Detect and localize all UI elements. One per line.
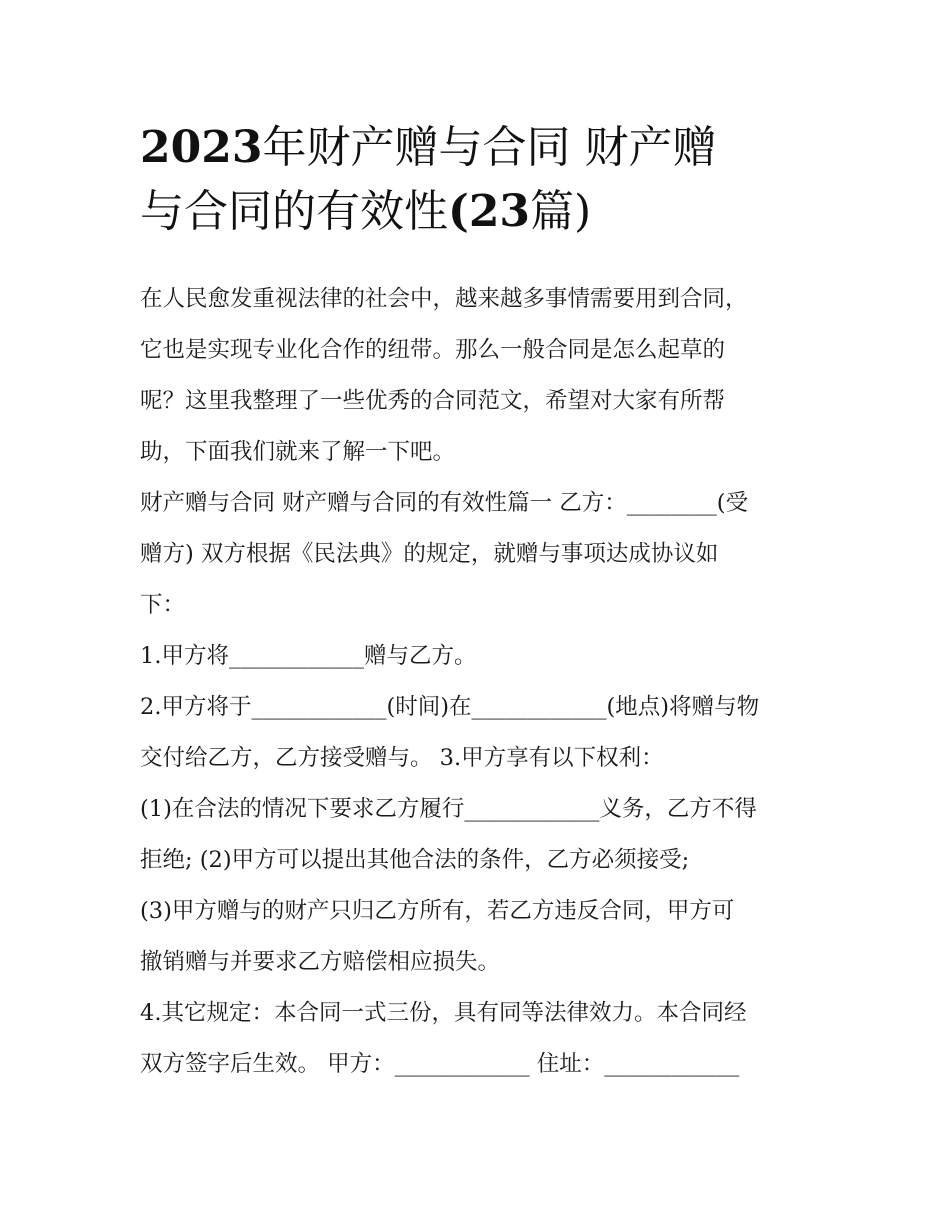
title-line-2 [140, 180, 820, 244]
body-line: 它也是实现专业化合作的纽带。那么一般合同是怎么起草的 [140, 337, 726, 363]
body-line: 财产赠与合同 财产赠与合同的有效性篇一 乙方：________(受 [140, 490, 749, 516]
body-line: 助，下面我们就来了解一下吧。 [140, 439, 456, 465]
body-line: 赠方) 双方根据《民法典》的规定，就赠与事项达成协议如 [140, 541, 719, 567]
document-body [140, 274, 820, 1090]
body-line: 下： [140, 592, 186, 618]
title-line-2-tail: 篇) [530, 186, 592, 237]
title-line-1-text: 年财产赠与合同 财产赠 [262, 122, 717, 173]
clause-3-1: (1)在合法的情况下要求乙方履行____________义务，乙方不得 [140, 796, 757, 822]
signature-line: 双方签字后生效。 甲方：____________ 住址：____________ [140, 1051, 740, 1077]
body-line: 交付给乙方，乙方接受赠与。 3.甲方享有以下权利： [140, 745, 664, 771]
body-line: 在人民愈发重视法律的社会中，越来越多事情需要用到合同， [140, 286, 748, 312]
clause-4: 4.其它规定：本合同一式三份，具有同等法律效力。本合同经 [140, 1000, 747, 1026]
title-count: (23 [448, 186, 531, 237]
body-line: 呢？这里我整理了一些优秀的合同范文，希望对大家有所帮 [140, 388, 726, 414]
clause-1: 1.甲方将____________赠与乙方。 [140, 643, 477, 669]
title-line-1 [140, 116, 820, 180]
title-year: 2023 [140, 122, 263, 173]
clause-3-3: (3)甲方赠与的财产只归乙方所有，若乙方违反合同，甲方可 [140, 898, 735, 924]
body-line: 拒绝; (2)甲方可以提出其他合法的条件，乙方必须接受; [140, 847, 690, 873]
body-line: 撤销赠与并要求乙方赔偿相应损失。 [140, 949, 501, 975]
title-line-2-text: 与合同的有效性 [140, 186, 448, 237]
document-title [140, 116, 820, 244]
clause-2: 2.甲方将于____________(时间)在____________(地点)将赠与物 [140, 694, 760, 720]
